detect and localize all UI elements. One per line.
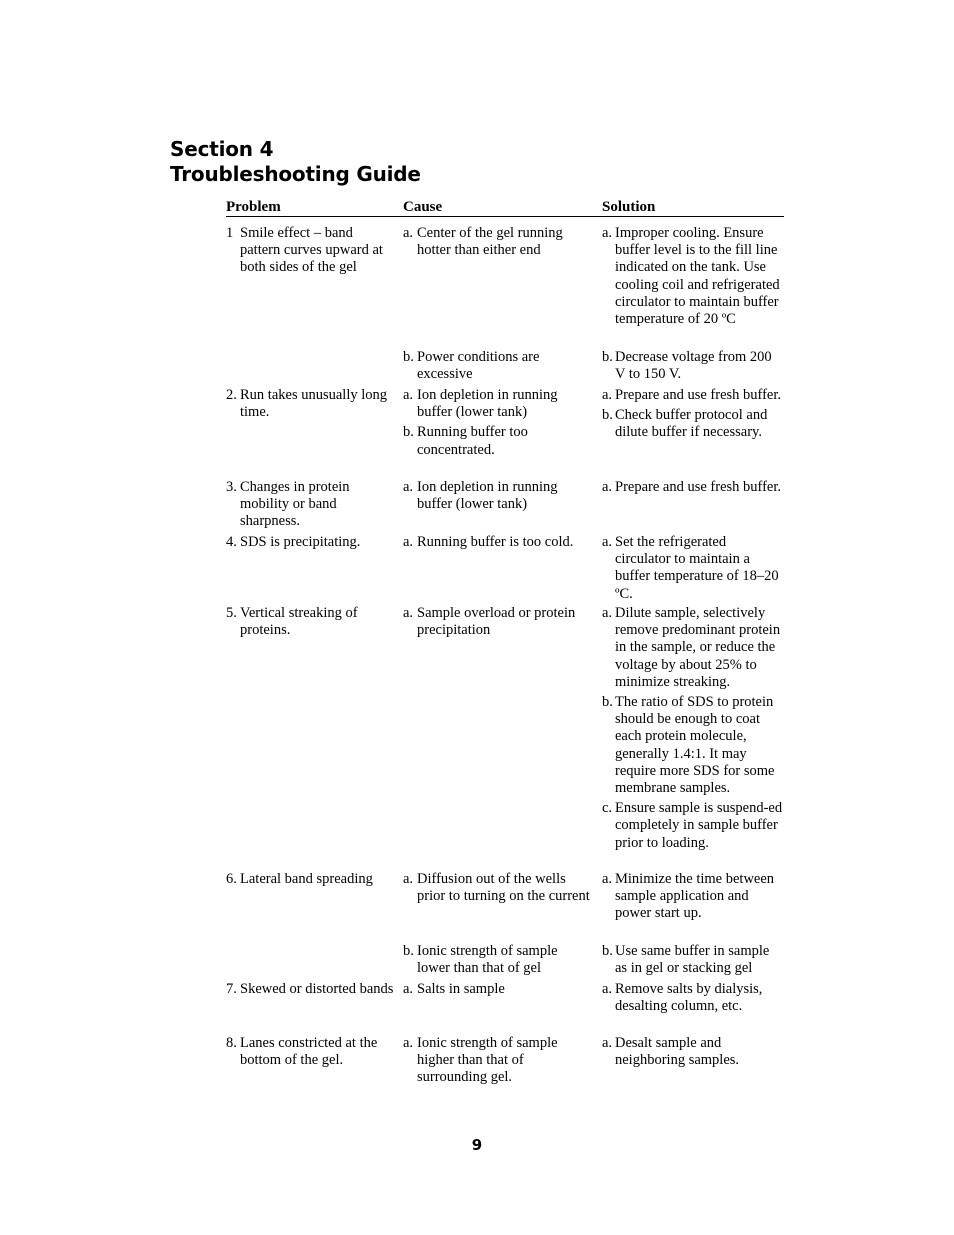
- section-title: Troubleshooting Guide: [170, 162, 421, 186]
- solution-label: a.: [602, 1035, 613, 1051]
- problem-number: 8.: [226, 1035, 237, 1051]
- solution-text: Set the refrigerated circulator to maintain a buffer temperature of 18–20 ºC.: [615, 534, 779, 602]
- problem-text: SDS is precipitating.: [240, 534, 361, 550]
- solution-label: a.: [602, 534, 613, 550]
- header-solution: Solution: [602, 199, 656, 215]
- cause-item: [403, 1035, 602, 1087]
- table-row: [226, 1035, 784, 1090]
- solution-label: b.: [602, 349, 613, 365]
- problem-text: Smile effect – band pattern curves upward at both sides of the gel: [240, 225, 383, 276]
- solution-cell: [602, 225, 784, 331]
- cause-label: a.: [403, 534, 414, 550]
- solution-item: [602, 800, 784, 852]
- problem-cell: [226, 225, 403, 280]
- solution-label: a.: [602, 871, 613, 887]
- solution-item: [602, 225, 784, 328]
- solution-cell: [602, 981, 784, 1018]
- problem-number: 3.: [226, 479, 237, 495]
- problem-text: Lanes constricted at the bottom of the gel.: [240, 1035, 378, 1069]
- cause-text: Ionic strength of sample lower than that of gel: [417, 943, 558, 977]
- cause-label: b.: [403, 424, 414, 441]
- cause-cell: [403, 534, 602, 554]
- problem-item: [226, 1035, 403, 1069]
- problem-number: 4.: [226, 534, 237, 550]
- header-problem: Problem: [226, 199, 281, 215]
- cause-label: a.: [403, 605, 414, 621]
- problem-text: Skewed or distorted bands: [240, 981, 394, 997]
- problem-text: Changes in protein mobility or band sharpness.: [240, 479, 350, 530]
- cause-text: Ion depletion in running buffer (lower tank): [417, 387, 558, 421]
- cause-text: Center of the gel running hotter than either end: [417, 225, 563, 259]
- solution-label: c.: [602, 800, 613, 817]
- cause-item: [403, 349, 602, 383]
- cause-cell: [403, 479, 602, 516]
- solution-item: [602, 407, 784, 441]
- page-number: 9: [471, 1136, 483, 1154]
- solution-cell: [602, 943, 784, 980]
- table-row: [226, 479, 784, 534]
- cause-label: a.: [403, 1035, 414, 1051]
- solution-text: Minimize the time between sample application and power start up.: [615, 871, 775, 922]
- solution-cell: [602, 387, 784, 445]
- cause-item: [403, 424, 602, 458]
- cause-item: [403, 387, 602, 421]
- table-row: [226, 605, 784, 855]
- solution-text: Improper cooling. Ensure buffer level is to the fill line indicated on the tank. Use cooling coil and refrigerated circulator to maintain buffer temperature of 20 ºC: [615, 225, 780, 328]
- cause-label: a.: [403, 387, 414, 403]
- solution-text: The ratio of SDS to protein should be enough to coat each protein molecule, generally 1.4:1. It may require more SDS for some membrane samples.: [615, 694, 775, 797]
- solution-item: [602, 605, 784, 691]
- cause-cell: [403, 349, 602, 386]
- cause-cell: [403, 225, 602, 262]
- solution-text: Desalt sample and neighboring samples.: [615, 1035, 740, 1069]
- table-body: [226, 217, 784, 1097]
- cause-cell: [403, 871, 602, 908]
- table-row: [226, 225, 784, 331]
- problem-cell: [226, 1035, 403, 1072]
- cause-item: [403, 479, 602, 513]
- table-row: [226, 349, 784, 386]
- cause-text: Running buffer too concentrated.: [417, 424, 528, 458]
- solution-label: a.: [602, 387, 613, 403]
- cause-label: a.: [403, 479, 414, 495]
- cause-label: a.: [403, 981, 414, 997]
- problem-cell: [226, 534, 403, 554]
- solution-text: Remove salts by dialysis, desalting column, etc.: [615, 981, 763, 1015]
- cause-text: Diffusion out of the wells prior to turning on the current: [417, 871, 590, 905]
- solution-text: Ensure sample is suspend-ed completely in sample buffer prior to loading.: [615, 800, 783, 851]
- problem-item: [226, 225, 403, 277]
- problem-number: 5.: [226, 605, 237, 621]
- table-row: [226, 534, 784, 606]
- problem-number: 1: [226, 225, 234, 241]
- problem-cell: [226, 981, 403, 1001]
- cause-item: [403, 605, 602, 639]
- solution-text: Dilute sample, selectively remove predominant protein in the sample, or reduce the voltage by about 25% to minimize streaking.: [615, 605, 781, 690]
- cause-label: a.: [403, 871, 414, 887]
- solution-text: Prepare and use fresh buffer.: [615, 479, 782, 495]
- solution-item: [602, 349, 784, 383]
- problem-cell: [226, 871, 403, 891]
- solution-cell: [602, 1035, 784, 1072]
- section-number: Section 4: [170, 137, 274, 161]
- cause-item: [403, 534, 602, 551]
- problem-item: [226, 871, 403, 888]
- solution-item: [602, 981, 784, 1015]
- table-row: [226, 387, 784, 462]
- cause-text: Ionic strength of sample higher than that of surrounding gel.: [417, 1035, 558, 1086]
- table-header: [226, 198, 784, 217]
- solution-cell: [602, 349, 784, 386]
- problem-cell: [226, 387, 403, 424]
- cause-label: a.: [403, 225, 414, 241]
- cause-cell: [403, 605, 602, 642]
- cause-text: Sample overload or protein precipitation: [417, 605, 576, 639]
- solution-item: [602, 1035, 784, 1069]
- problem-item: [226, 605, 403, 639]
- solution-text: Use same buffer in sample as in gel or stacking gel: [615, 943, 770, 977]
- solution-cell: [602, 605, 784, 855]
- solution-item: [602, 943, 784, 977]
- cause-cell: [403, 1035, 602, 1090]
- solution-item: [602, 871, 784, 923]
- problem-item: [226, 479, 403, 531]
- cause-cell: [403, 387, 602, 462]
- solution-label: a.: [602, 479, 613, 495]
- solution-label: b.: [602, 694, 613, 711]
- solution-item: [602, 479, 784, 496]
- table-row: [226, 871, 784, 926]
- cause-item: [403, 943, 602, 977]
- header-cause: Cause: [403, 199, 443, 215]
- cause-label: b.: [403, 349, 414, 365]
- problem-item: [226, 981, 403, 998]
- cause-text: Running buffer is too cold.: [417, 534, 574, 550]
- problem-number: 7.: [226, 981, 237, 997]
- problem-number: 2.: [226, 387, 237, 403]
- problem-cell: [226, 479, 403, 534]
- table-row: [226, 943, 784, 980]
- cause-label: b.: [403, 943, 414, 959]
- cause-text: Ion depletion in running buffer (lower tank): [417, 479, 558, 513]
- problem-text: Vertical streaking of proteins.: [240, 605, 358, 639]
- troubleshooting-table: [226, 198, 784, 1097]
- problem-number: 6.: [226, 871, 237, 887]
- table-row: [226, 981, 784, 1018]
- solution-label: a.: [602, 981, 613, 997]
- solution-label: a.: [602, 605, 613, 621]
- solution-item: [602, 534, 784, 603]
- cause-text: Salts in sample: [417, 981, 505, 997]
- problem-item: [226, 387, 403, 421]
- cause-item: [403, 981, 602, 998]
- cause-item: [403, 871, 602, 905]
- solution-text: Decrease voltage from 200 V to 150 V.: [615, 349, 772, 383]
- cause-text: Power conditions are excessive: [417, 349, 540, 383]
- problem-text: Run takes unusually long time.: [240, 387, 388, 421]
- section-heading: [170, 137, 421, 187]
- cause-item: [403, 225, 602, 259]
- solution-label: b.: [602, 943, 613, 959]
- problem-text: Lateral band spreading: [240, 871, 373, 887]
- solution-item: [602, 694, 784, 797]
- solution-text: Prepare and use fresh buffer.: [615, 387, 782, 403]
- solution-label: a.: [602, 225, 613, 241]
- problem-item: [226, 534, 403, 551]
- cause-cell: [403, 943, 602, 980]
- cause-cell: [403, 981, 602, 1001]
- solution-cell: [602, 871, 784, 926]
- solution-text: Check buffer protocol and dilute buffer if necessary.: [615, 407, 768, 441]
- solution-label: b.: [602, 407, 613, 424]
- problem-cell: [226, 605, 403, 642]
- solution-item: [602, 387, 784, 404]
- solution-cell: [602, 479, 784, 499]
- solution-cell: [602, 534, 784, 606]
